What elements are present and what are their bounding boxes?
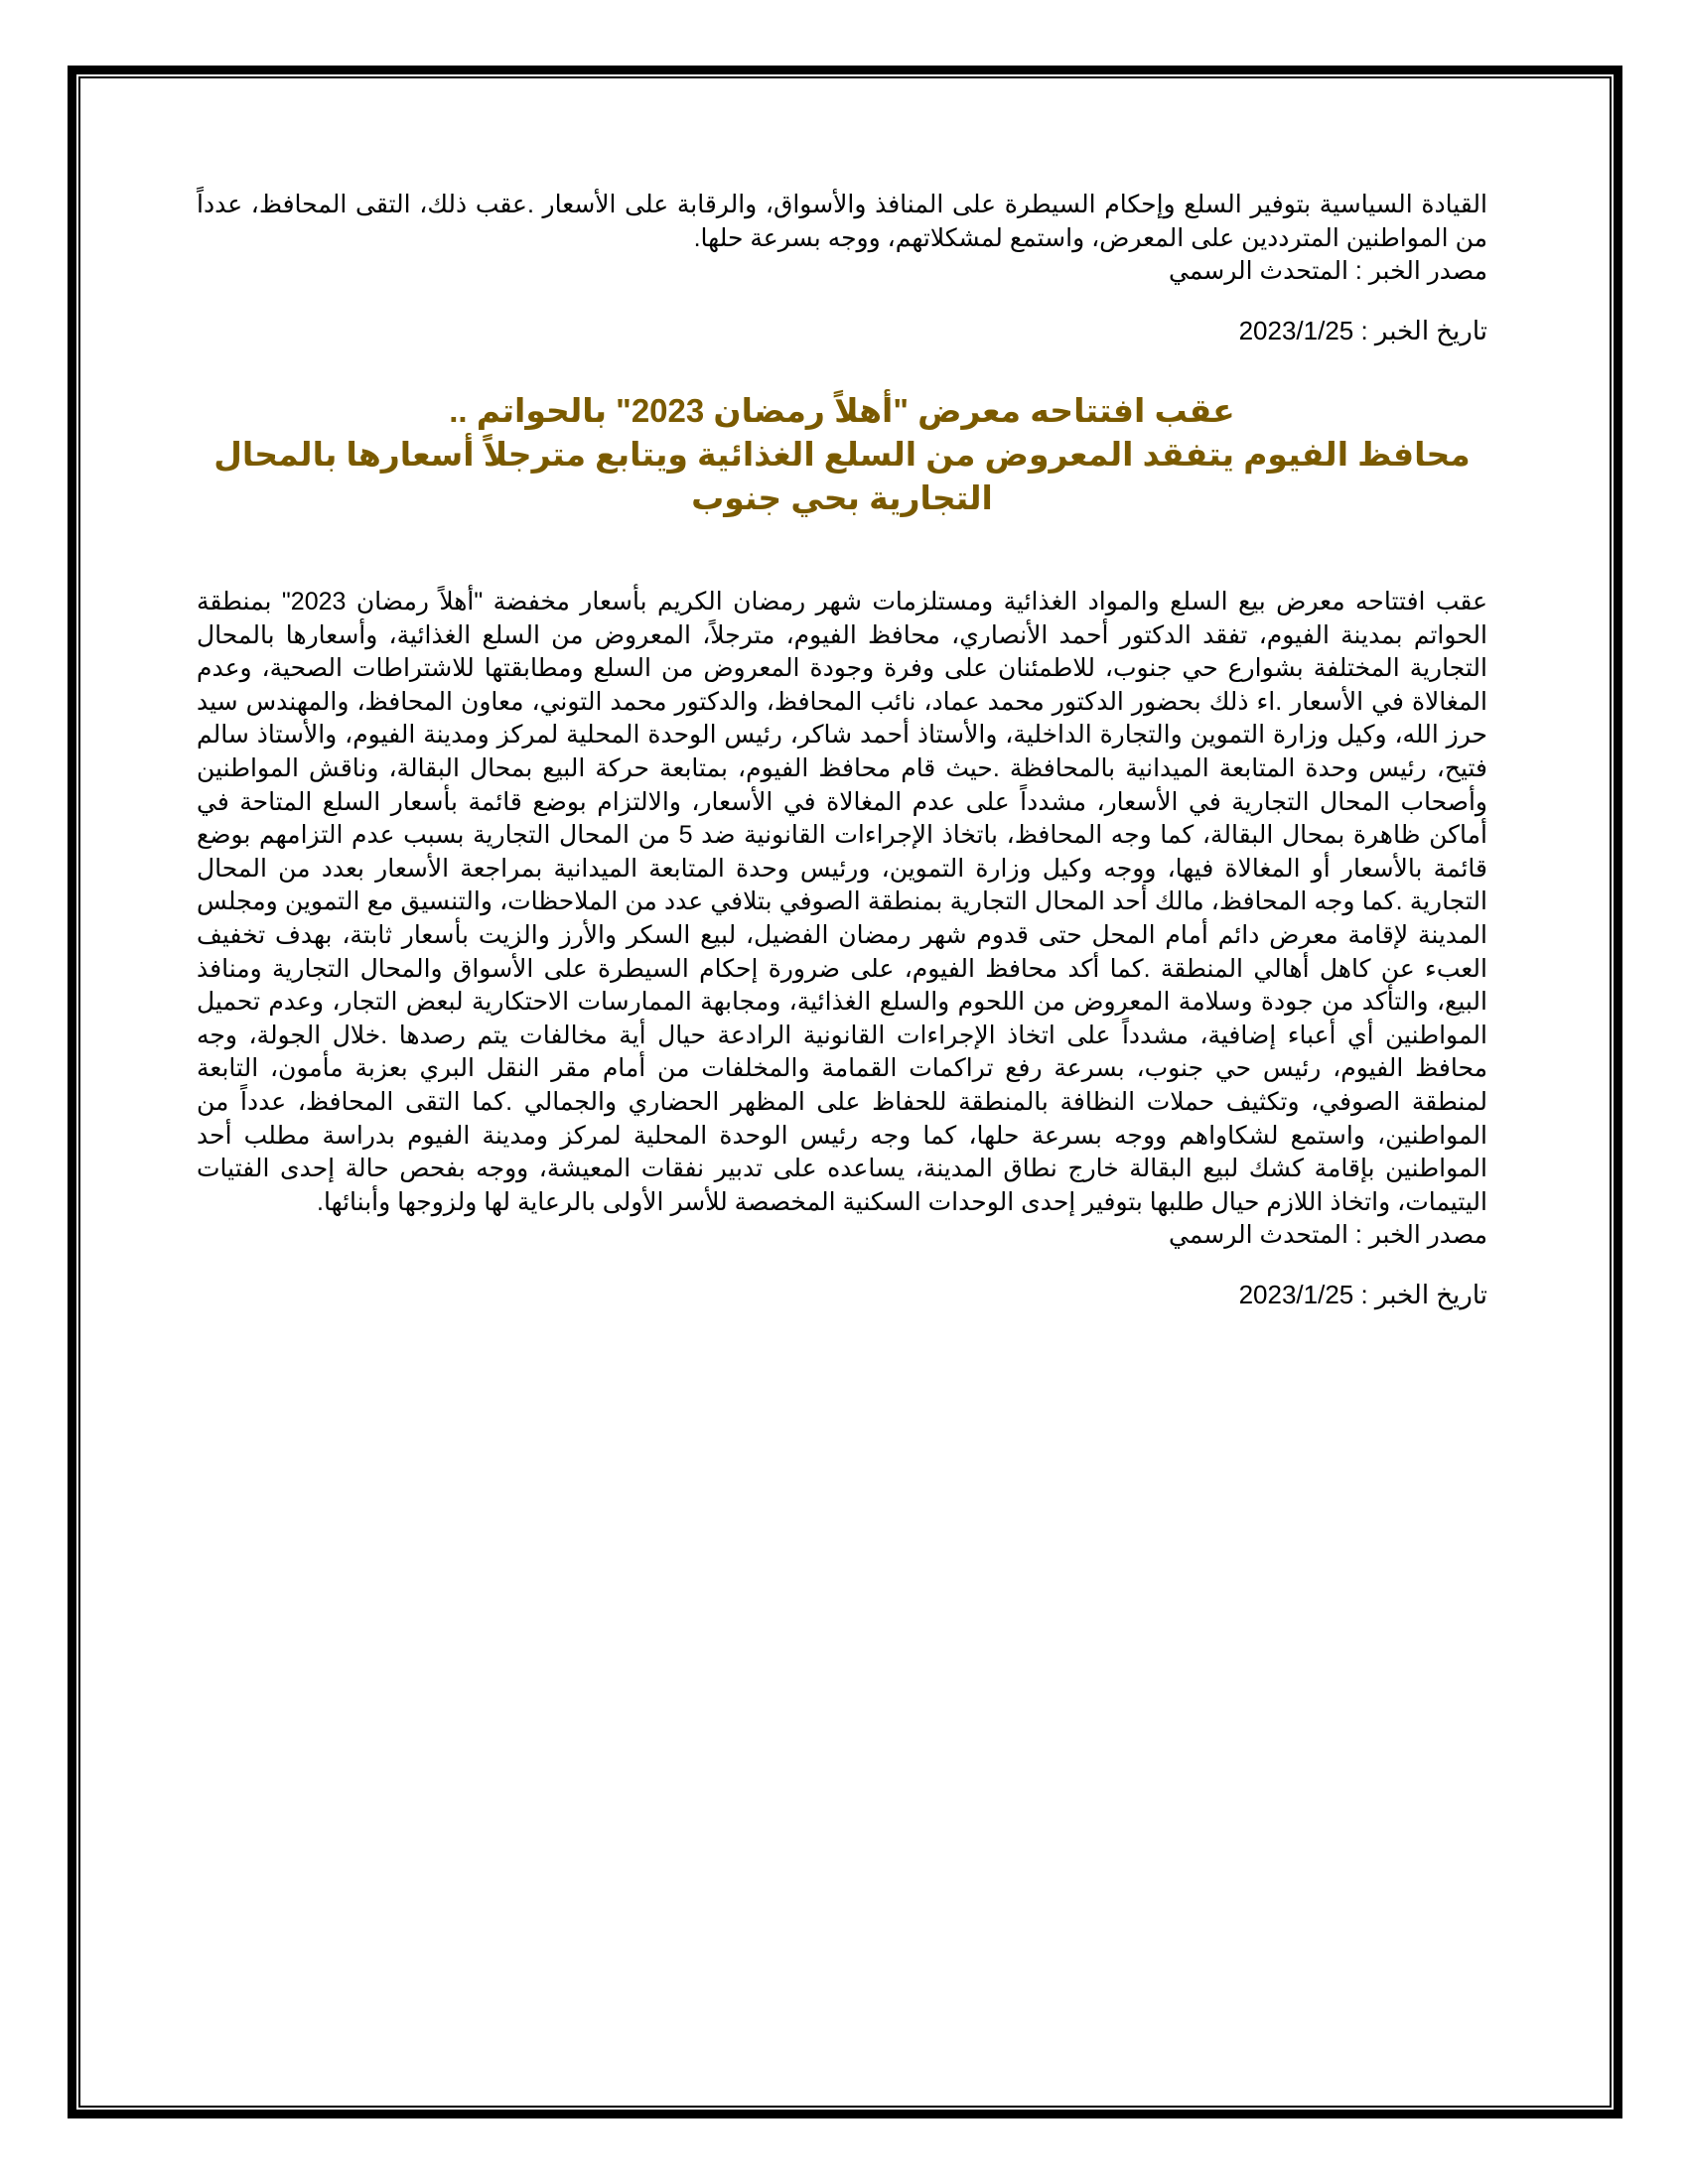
article-title-line-2: محافظ الفيوم يتفقد المعروض من السلع الغذائية ويتابع مترجلاً أسعارها بالمحال <box>213 436 1471 473</box>
article-source-line: مصدر الخبر : المتحدث الرسمي <box>1169 1221 1487 1250</box>
article-title <box>197 389 1487 520</box>
article-body <box>197 586 1487 1311</box>
news-date-line: تاريخ الخبر : 2023/1/25 <box>1238 315 1487 345</box>
document-content <box>197 189 1487 1311</box>
article-body-paragraph: عقب افتتاحه معرض بيع السلع والمواد الغذائية ومستلزمات شهر رمضان الكريم بأسعار مخفضة "أهلاً رمضان 2023" بمنطقة الحواتم بمدينة الفيوم، تفقد الدكتور أحمد الأنصاري، محافظ الفيوم، مترجلاً، المعروض من السلع الغذائية، وأسعارها بالمحال التجارية المختلفة بشوارع حي جنوب، للاطمئنان على وفرة وجودة المعروض من السلع ومطابقتها للاشتراطات الصحية، وعدم المغالاة في الأسعار .اء ذلك بحضور الدكتور محمد عماد، نائب المحافظ، والدكتور محمد التوني، معاون المحافظ، والمهندس سيد حرز الله، وكيل وزارة التموين والتجارة الداخلية، والأستاذ أحمد شاكر، رئيس الوحدة المحلية لمركز ومدينة الفيوم، والأستاذ سالم فتيح، رئيس وحدة المتابعة الميدانية بالمحافظة .حيث قام محافظ الفيوم، بمتابعة حركة البيع بمحال البقالة، وناقش المواطنين وأصحاب المحال التجارية في الأسعار، مشدداً على عدم المغالاة في الأسعار، والالتزام بوضع قائمة بأسعار السلع المتاحة في أماكن ظاهرة بمحال البقالة، كما وجه المحافظ، باتخاذ الإجراءات القانونية ضد 5 من المحال التجارية بسبب عدم التزامهم بوضع قائمة بالأسعار أو المغالاة فيها، ووجه وكيل وزارة التموين، ورئيس وحدة المتابعة الميدانية بمراجعة الأسعار بعدد من المحال التجارية .كما وجه المحافظ، مالك أحد المحال التجارية بمنطقة الصوفي بتلافي عدد من الملاحظات، والتنسيق مع التموين ومجلس المدينة لإقامة معرض دائم أمام المحل حتى قدوم شهر رمضان الفضيل، لبيع السكر والأرز والزيت بأسعار ثابتة، بهدف تخفيف العبء عن كاهل أهالي المنطقة .كما أكد محافظ الفيوم، على ضرورة إحكام السيطرة على الأسواق والمحال التجارية ومنافذ البيع، والتأكد من جودة وسلامة المعروض من اللحوم والسلع الغذائية، ومجابهة الممارسات الاحتكارية لبعض التجار، وعدم تحميل المواطنين أي أعباء إضافية، مشدداً على اتخاذ الإجراءات القانونية الرادعة حيال أية مخالفات يتم رصدها .خلال الجولة، وجه محافظ الفيوم، رئيس حي جنوب، بسرعة رفع تراكمات القمامة والمخلفات من أمام مقر النقل البري بعزبة مأمون، التابعة لمنطقة الصوفي، وتكثيف حملات النظافة بالمنطقة للحفاظ على المظهر الحضاري والجمالي .كما التقى المحافظ، عدداً من المواطنين، واستمع لشكاواهم ووجه بسرعة حلها، كما وجه رئيس الوحدة المحلية لمركز ومدينة الفيوم بدراسة مطلب أحد المواطنين بإقامة كشك لبيع البقالة خارج نطاق المدينة، يساعده على تدبير نفقات المعيشة، ووجه بفحص حالة إحدى الفتيات اليتيمات، واتخاذ اللازم حيال طلبها بتوفير إحدى الوحدات السكنية المخصصة للأسر الأولى بالرعاية لها ولزوجها وأبنائها. <box>197 588 1488 1216</box>
article-title-line-3: التجارية بحي جنوب <box>691 479 993 516</box>
intro-paragraph: القيادة السياسية بتوفير السلع وإحكام السيطرة على المنافذ والأسواق، والرقابة على الأسعار .عقب ذلك، التقى المحافظ، عدداً من المواطنين المترددين على المعرض، واستمع لمشكلاتهم، ووجه بسرعة حلها. <box>197 191 1487 252</box>
article-date-line: تاريخ الخبر : 2023/1/25 <box>1238 1279 1487 1309</box>
article-title-line-1: عقب افتتاحه معرض "أهلاً رمضان 2023" بالحواتم .. <box>449 392 1235 429</box>
news-source-line: مصدر الخبر : المتحدث الرسمي <box>1169 257 1487 285</box>
